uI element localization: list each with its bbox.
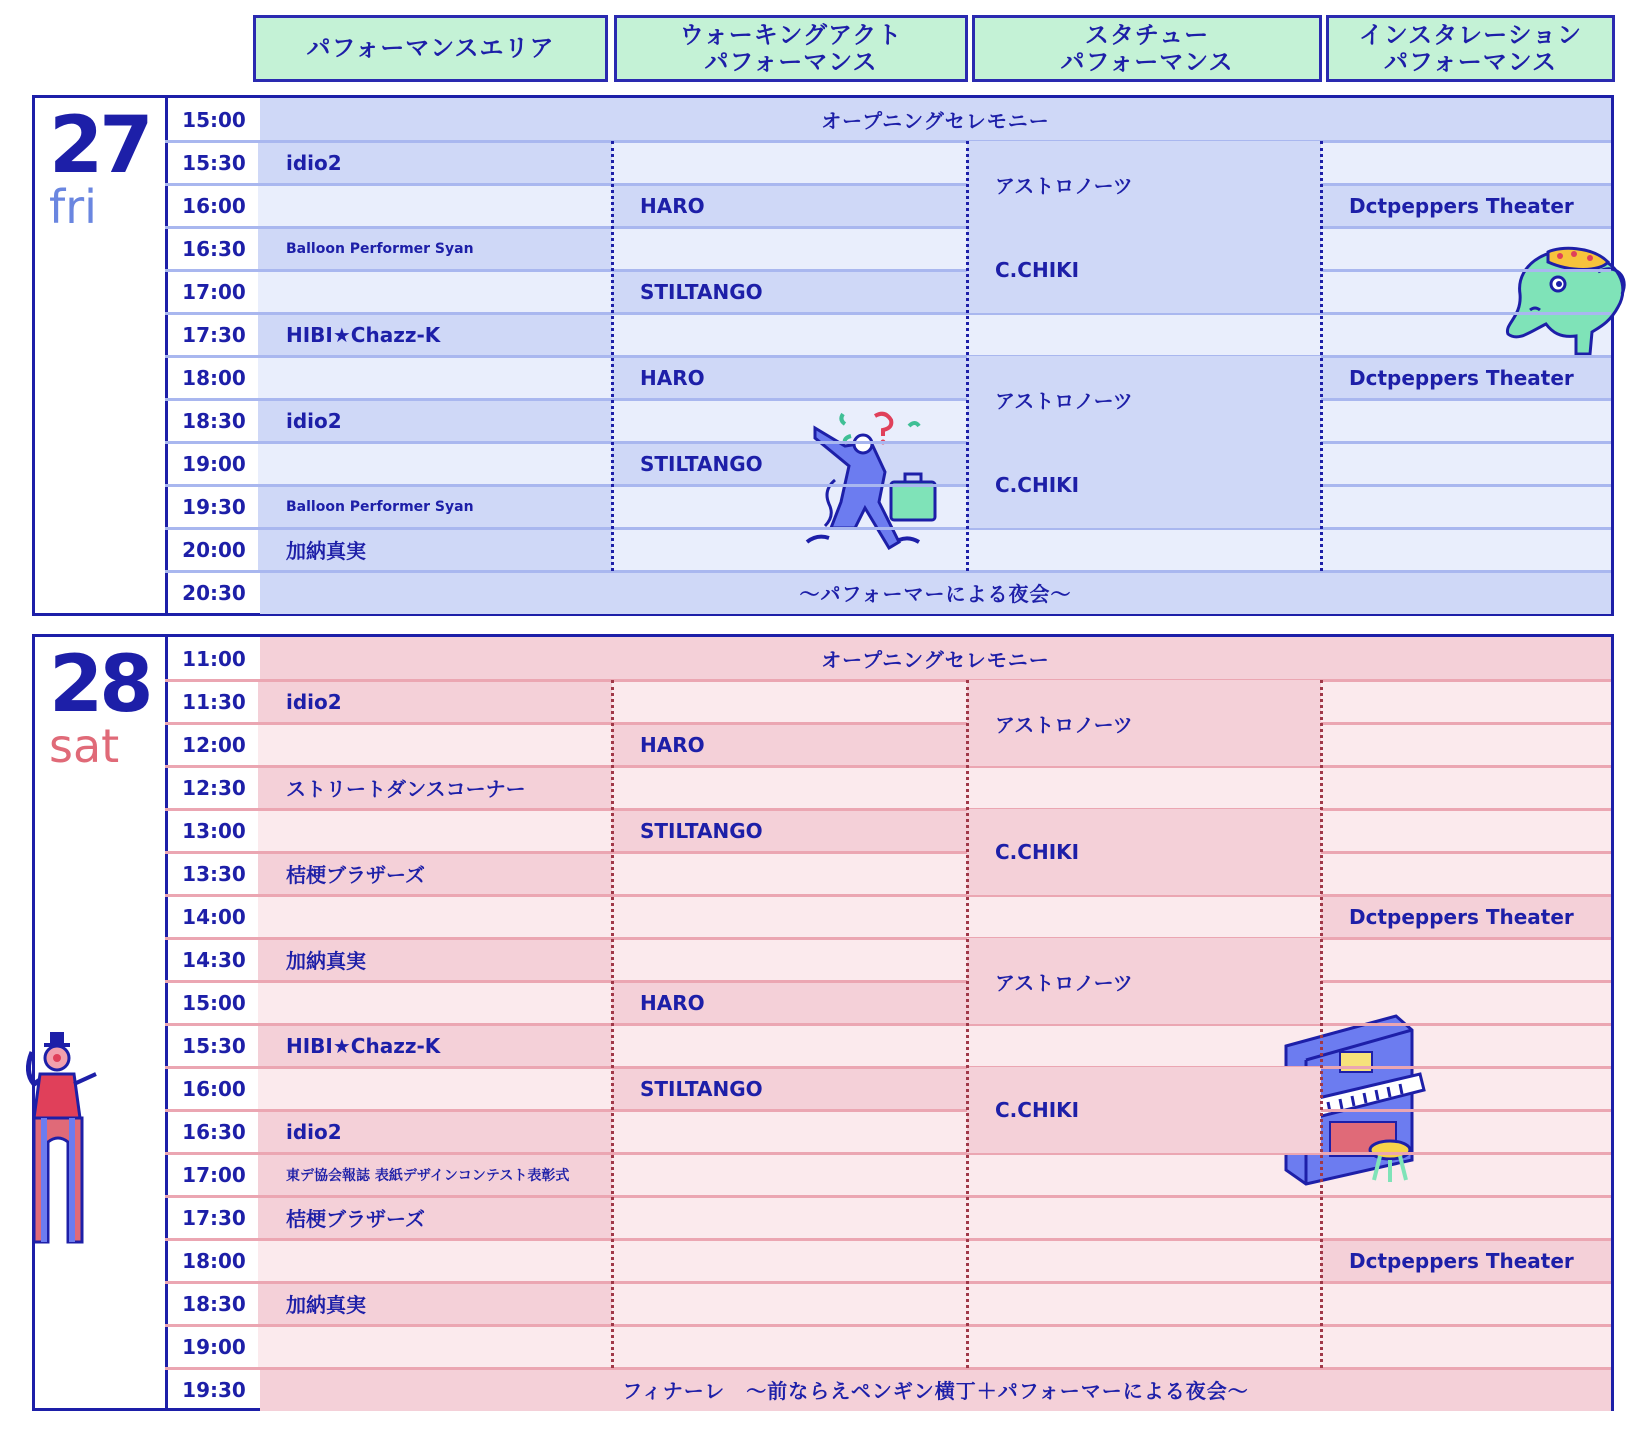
column-divider bbox=[611, 680, 614, 1368]
installation-slot bbox=[1321, 399, 1611, 442]
time-slot: 11:00 bbox=[182, 646, 246, 671]
performance-area-slot: ストリートダンスコーナー bbox=[258, 766, 612, 809]
installation-slot bbox=[1321, 938, 1611, 981]
statue-empty-slot bbox=[967, 1196, 1321, 1239]
statue-performance-block: アストロノーツ bbox=[967, 938, 1321, 1024]
header-walking-act: ウォーキングアクト パフォーマンス bbox=[614, 15, 968, 82]
row-divider bbox=[165, 1281, 1611, 1284]
performance-area-slot bbox=[258, 356, 612, 399]
row-divider bbox=[165, 355, 1611, 358]
walking-act-slot bbox=[612, 313, 967, 356]
row-divider bbox=[165, 937, 1611, 940]
performance-area-slot: 桔梗ブラザーズ bbox=[258, 1196, 612, 1239]
date-column bbox=[35, 637, 165, 1408]
installation-slot bbox=[1321, 1282, 1611, 1325]
opening-ceremony: オープニングセレモニー bbox=[260, 637, 1611, 680]
statue-empty-slot bbox=[967, 313, 1321, 356]
installation-slot bbox=[1321, 1196, 1611, 1239]
installation-slot: Dctpeppers Theater bbox=[1321, 184, 1611, 227]
row-divider bbox=[165, 894, 1611, 897]
time-slot: 20:00 bbox=[182, 537, 246, 562]
header-statue: スタチュー パフォーマンス bbox=[972, 15, 1322, 82]
time-slot: 19:30 bbox=[182, 494, 246, 519]
time-slot: 16:00 bbox=[182, 1076, 246, 1101]
performance-area-slot: 加納真実 bbox=[258, 528, 612, 571]
row-divider bbox=[165, 226, 1611, 229]
time-slot: 12:00 bbox=[182, 732, 246, 757]
installation-slot bbox=[1321, 442, 1611, 485]
performance-area-slot bbox=[258, 1239, 612, 1282]
performance-area-slot: HIBI★Chazz-K bbox=[258, 1024, 612, 1067]
statue-empty-slot bbox=[967, 1024, 1321, 1067]
walking-act-slot bbox=[612, 1153, 967, 1196]
installation-slot bbox=[1321, 809, 1611, 852]
walking-act-slot: STILTANGO bbox=[612, 1067, 967, 1110]
time-slot: 17:30 bbox=[182, 1205, 246, 1230]
time-slot: 14:30 bbox=[182, 947, 246, 972]
installation-slot: Dctpeppers Theater bbox=[1321, 895, 1611, 938]
performance-area-slot bbox=[258, 809, 612, 852]
statue-empty-slot bbox=[967, 766, 1321, 809]
statue-empty-slot bbox=[967, 1325, 1321, 1368]
time-slot: 17:00 bbox=[182, 279, 246, 304]
closing-event: 〜パフォーマーによる夜会〜 bbox=[260, 571, 1611, 614]
row-divider bbox=[165, 312, 1611, 315]
time-slot: 16:00 bbox=[182, 193, 246, 218]
installation-slot bbox=[1321, 528, 1611, 571]
opening-ceremony: オープニングセレモニー bbox=[260, 98, 1611, 141]
time-slot: 15:00 bbox=[182, 990, 246, 1015]
elephant-illustration bbox=[1500, 232, 1635, 362]
walking-act-slot bbox=[612, 141, 967, 184]
row-divider bbox=[165, 1195, 1611, 1198]
statue-performance-block: C.CHIKI bbox=[967, 809, 1321, 895]
row-divider bbox=[165, 1367, 1611, 1370]
walking-act-slot bbox=[612, 895, 967, 938]
date-number: 27 bbox=[49, 101, 150, 191]
walking-act-slot: HARO bbox=[612, 184, 967, 227]
time-slot: 15:30 bbox=[182, 1033, 246, 1058]
walking-act-slot bbox=[612, 766, 967, 809]
row-divider bbox=[165, 527, 1611, 530]
installation-slot bbox=[1321, 680, 1611, 723]
time-slot: 17:30 bbox=[182, 322, 246, 347]
row-divider bbox=[165, 808, 1611, 811]
row-divider bbox=[165, 679, 1611, 682]
performance-area-slot bbox=[258, 442, 612, 485]
performance-area-slot bbox=[258, 184, 612, 227]
installation-slot bbox=[1321, 485, 1611, 528]
statue-empty-slot bbox=[967, 1153, 1321, 1196]
column-divider bbox=[1320, 680, 1323, 1368]
row-divider bbox=[165, 183, 1611, 186]
row-divider bbox=[165, 1238, 1611, 1241]
performance-area-slot: 加納真実 bbox=[258, 1282, 612, 1325]
performance-area-slot: idio2 bbox=[258, 399, 612, 442]
time-slot: 14:00 bbox=[182, 904, 246, 929]
time-slot: 19:00 bbox=[182, 451, 246, 476]
row-divider bbox=[165, 765, 1611, 768]
walking-act-slot bbox=[612, 1024, 967, 1067]
installation-slot bbox=[1321, 723, 1611, 766]
row-divider bbox=[165, 1023, 1611, 1026]
walking-act-slot bbox=[612, 1196, 967, 1239]
row-divider bbox=[165, 398, 1611, 401]
performance-area-slot: 桔梗ブラザーズ bbox=[258, 852, 612, 895]
header-performance-area: パフォーマンスエリア bbox=[253, 15, 608, 82]
installation-slot bbox=[1321, 1325, 1611, 1368]
performance-area-slot bbox=[258, 723, 612, 766]
time-slot: 16:30 bbox=[182, 1119, 246, 1144]
row-divider bbox=[165, 140, 1611, 143]
time-slot: 17:00 bbox=[182, 1162, 246, 1187]
row-divider bbox=[165, 484, 1611, 487]
day-28-schedule bbox=[32, 634, 1614, 1411]
day-of-week: fri bbox=[49, 180, 97, 234]
stilt-walker-illustration bbox=[12, 1028, 104, 1248]
installation-slot bbox=[1321, 766, 1611, 809]
column-divider bbox=[1320, 141, 1323, 571]
row-divider bbox=[165, 570, 1611, 573]
walking-act-slot: HARO bbox=[612, 981, 967, 1024]
time-slot: 19:30 bbox=[182, 1377, 246, 1402]
row-divider bbox=[165, 1324, 1611, 1327]
walking-act-slot: HARO bbox=[612, 356, 967, 399]
time-slot: 13:30 bbox=[182, 861, 246, 886]
column-divider bbox=[966, 141, 969, 571]
statue-performance-block: C.CHIKI bbox=[967, 1067, 1321, 1153]
row-divider bbox=[165, 441, 1611, 444]
row-divider bbox=[165, 1109, 1611, 1112]
performance-area-slot: idio2 bbox=[258, 680, 612, 723]
walking-act-slot bbox=[612, 1110, 967, 1153]
time-slot: 15:00 bbox=[182, 107, 246, 132]
row-divider bbox=[165, 722, 1611, 725]
time-slot: 12:30 bbox=[182, 775, 246, 800]
statue-performance-block: C.CHIKI bbox=[967, 227, 1321, 313]
walking-act-slot bbox=[612, 680, 967, 723]
column-divider bbox=[611, 141, 614, 571]
walking-act-slot: STILTANGO bbox=[612, 809, 967, 852]
statue-empty-slot bbox=[967, 1239, 1321, 1282]
row-divider bbox=[165, 269, 1611, 272]
time-slot: 18:30 bbox=[182, 1291, 246, 1316]
header-installation: インスタレーション パフォーマンス bbox=[1326, 15, 1615, 82]
time-slot: 18:30 bbox=[182, 408, 246, 433]
time-slot: 15:30 bbox=[182, 150, 246, 175]
time-slot: 19:00 bbox=[182, 1334, 246, 1359]
performance-area-slot bbox=[258, 895, 612, 938]
installation-slot bbox=[1321, 141, 1611, 184]
performance-area-slot: HIBI★Chazz-K bbox=[258, 313, 612, 356]
walking-act-slot bbox=[612, 1282, 967, 1325]
statue-performance-block: アストロノーツ bbox=[967, 680, 1321, 766]
walking-act-slot bbox=[612, 852, 967, 895]
statue-performance-block: アストロノーツ bbox=[967, 141, 1321, 227]
row-divider bbox=[165, 1152, 1611, 1155]
closing-event: フィナーレ 〜前ならえペンギン横丁＋パフォーマーによる夜会〜 bbox=[260, 1368, 1611, 1411]
statue-empty-slot bbox=[967, 528, 1321, 571]
row-divider bbox=[165, 851, 1611, 854]
walking-act-slot bbox=[612, 1325, 967, 1368]
time-slot: 11:30 bbox=[182, 689, 246, 714]
row-divider bbox=[165, 980, 1611, 983]
performance-area-slot bbox=[258, 270, 612, 313]
performance-area-slot: Balloon Performer Syan bbox=[258, 485, 612, 528]
performance-area-slot bbox=[258, 981, 612, 1024]
time-slot: 20:30 bbox=[182, 580, 246, 605]
statue-empty-slot bbox=[967, 895, 1321, 938]
performance-area-slot: idio2 bbox=[258, 141, 612, 184]
performance-area-slot bbox=[258, 1325, 612, 1368]
statue-empty-slot bbox=[967, 1282, 1321, 1325]
time-slot: 18:00 bbox=[182, 1248, 246, 1273]
date-number: 28 bbox=[49, 640, 150, 730]
time-slot: 16:30 bbox=[182, 236, 246, 261]
walking-act-slot: STILTANGO bbox=[612, 442, 967, 485]
performance-area-slot: Balloon Performer Syan bbox=[258, 227, 612, 270]
performance-area-slot bbox=[258, 1067, 612, 1110]
time-slot: 13:00 bbox=[182, 818, 246, 843]
walking-act-slot: STILTANGO bbox=[612, 270, 967, 313]
walking-act-slot bbox=[612, 227, 967, 270]
walking-act-slot: HARO bbox=[612, 723, 967, 766]
traveler-illustration bbox=[805, 410, 945, 555]
statue-performance-block: アストロノーツ bbox=[967, 356, 1321, 442]
installation-slot: Dctpeppers Theater bbox=[1321, 1239, 1611, 1282]
performance-area-slot: idio2 bbox=[258, 1110, 612, 1153]
column-divider bbox=[966, 680, 969, 1368]
performance-area-slot: 東デ協会報誌 表紙デザインコンテスト表彰式 bbox=[258, 1153, 612, 1196]
date-column bbox=[35, 98, 165, 613]
performance-area-slot: 加納真実 bbox=[258, 938, 612, 981]
row-divider bbox=[165, 1066, 1611, 1069]
walking-act-slot bbox=[612, 1239, 967, 1282]
statue-performance-block: C.CHIKI bbox=[967, 442, 1321, 528]
walking-act-slot bbox=[612, 938, 967, 981]
installation-slot: Dctpeppers Theater bbox=[1321, 356, 1611, 399]
day-of-week: sat bbox=[49, 719, 120, 773]
installation-slot bbox=[1321, 852, 1611, 895]
time-slot: 18:00 bbox=[182, 365, 246, 390]
